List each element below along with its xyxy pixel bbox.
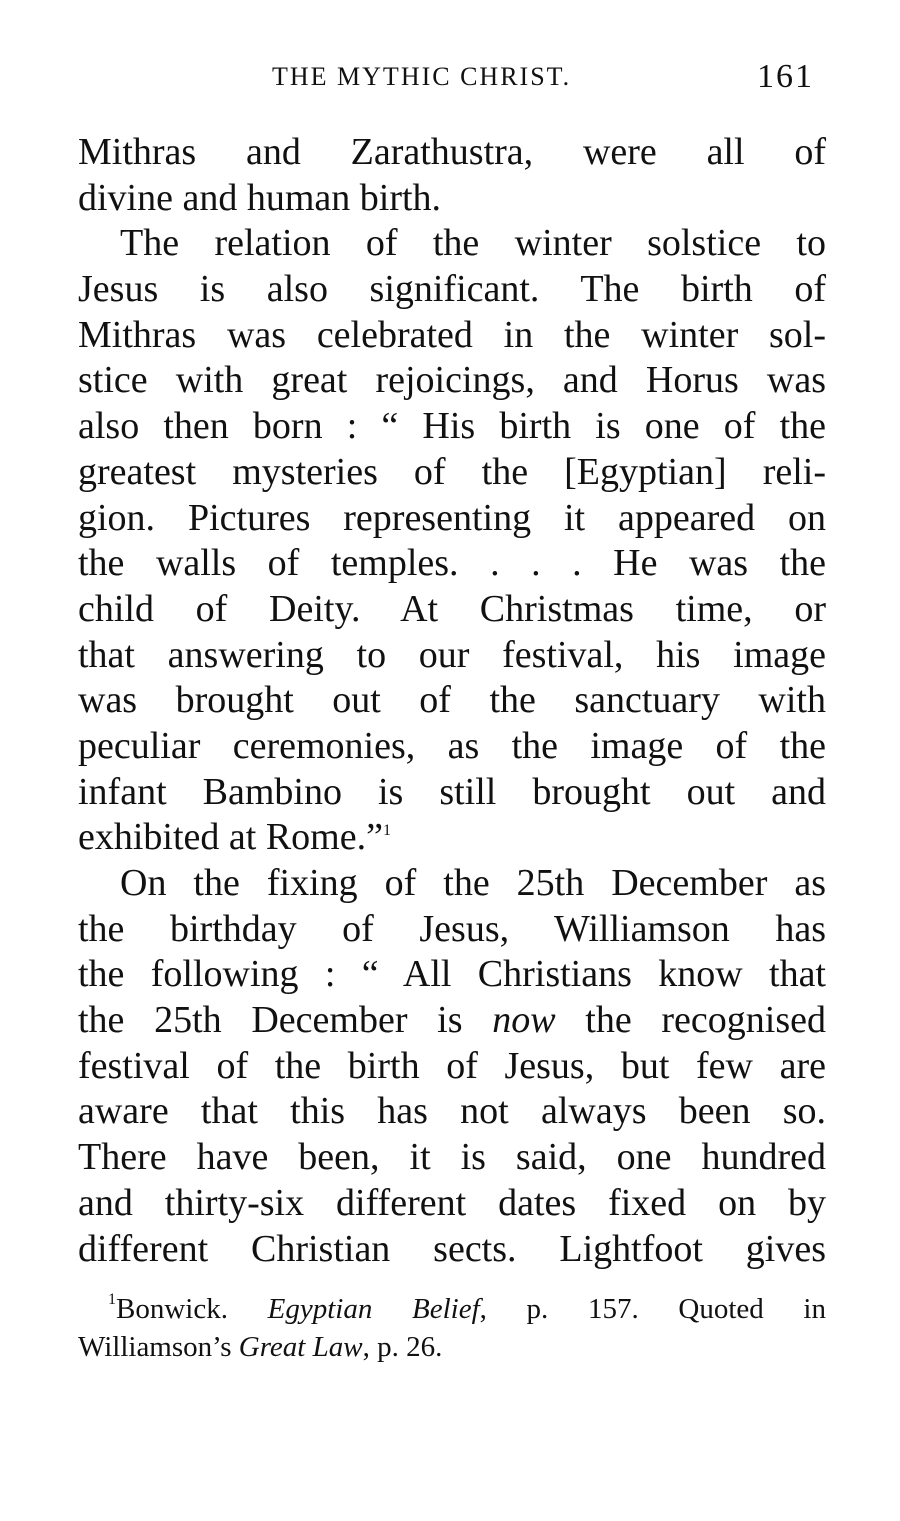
text-line: stice with great rejoicings, and Horus was — [78, 359, 826, 402]
text-line: gion. Pictures representing it appeared on — [78, 496, 826, 539]
footnote-book-title: Great Law — [238, 1331, 363, 1363]
footnote-text: , p. 26. — [362, 1331, 443, 1363]
text-line: greatest mysteries of the [Egyptian] reli- — [78, 450, 826, 493]
text-line — [78, 998, 826, 1044]
text-line: the walls of temples. . . . He was the — [78, 542, 826, 585]
text-segment: the recognised — [555, 999, 826, 1042]
footnote-text: , p. 157. Quoted in — [479, 1293, 826, 1325]
footnotes — [78, 1290, 826, 1366]
paragraph-start: The relation of the winter solstice to — [120, 222, 826, 265]
footnote-reference[interactable]: 1 — [382, 822, 391, 840]
body-text — [78, 130, 826, 1272]
page-number: 161 — [757, 58, 814, 95]
text-line: Jesus is also significant. The birth of — [78, 268, 826, 311]
text-line: and thirty-six different dates fixed on by — [78, 1181, 826, 1224]
text-segment: the 25th December is — [78, 999, 493, 1042]
footnote-text: Bonwick. — [116, 1293, 268, 1325]
text-line: different Christian sects. Lightfoot gives — [78, 1227, 826, 1270]
text-line: divine and human birth. — [78, 176, 442, 219]
text-line: was brought out of the sanctuary with — [78, 679, 826, 722]
text-line: that answering to our festival, his image — [78, 633, 826, 676]
footnote-line — [78, 1290, 826, 1328]
text-line: Mithras and Zarathustra, were all of — [78, 131, 826, 173]
footnote-text: Williamson’s — [78, 1331, 239, 1363]
text-line: aware that this has not always been so. — [78, 1090, 826, 1133]
text-line: the following : “ All Christians know that — [78, 953, 826, 996]
text-line: infant Bambino is still brought out and — [78, 770, 826, 813]
footnote-line — [78, 1328, 826, 1366]
text-line: festival of the birth of Jesus, but few are — [78, 1044, 826, 1087]
text-line: child of Deity. At Christmas time, or — [78, 587, 826, 630]
footnote-book-title: Egyptian Belief — [267, 1293, 480, 1325]
paragraph-start: On the fixing of the 25th December as — [120, 862, 826, 904]
emphasis-now: now — [492, 999, 556, 1042]
text-line: peculiar ceremonies, as the image of the — [78, 724, 826, 767]
running-title: THE MYTHIC CHRIST. — [272, 62, 572, 91]
text-line: Mithras was celebrated in the winter sol- — [78, 313, 826, 356]
text-line — [78, 815, 826, 861]
running-head — [0, 58, 900, 102]
text-line: the birthday of Jesus, Williamson has — [78, 907, 826, 950]
text-line: also then born : “ His birth is one of the — [78, 405, 826, 448]
text-line: There have been, it is said, one hundred — [78, 1136, 826, 1179]
text-segment: exhibited at Rome.” — [78, 816, 383, 859]
footnote-marker: 1 — [108, 1291, 116, 1308]
